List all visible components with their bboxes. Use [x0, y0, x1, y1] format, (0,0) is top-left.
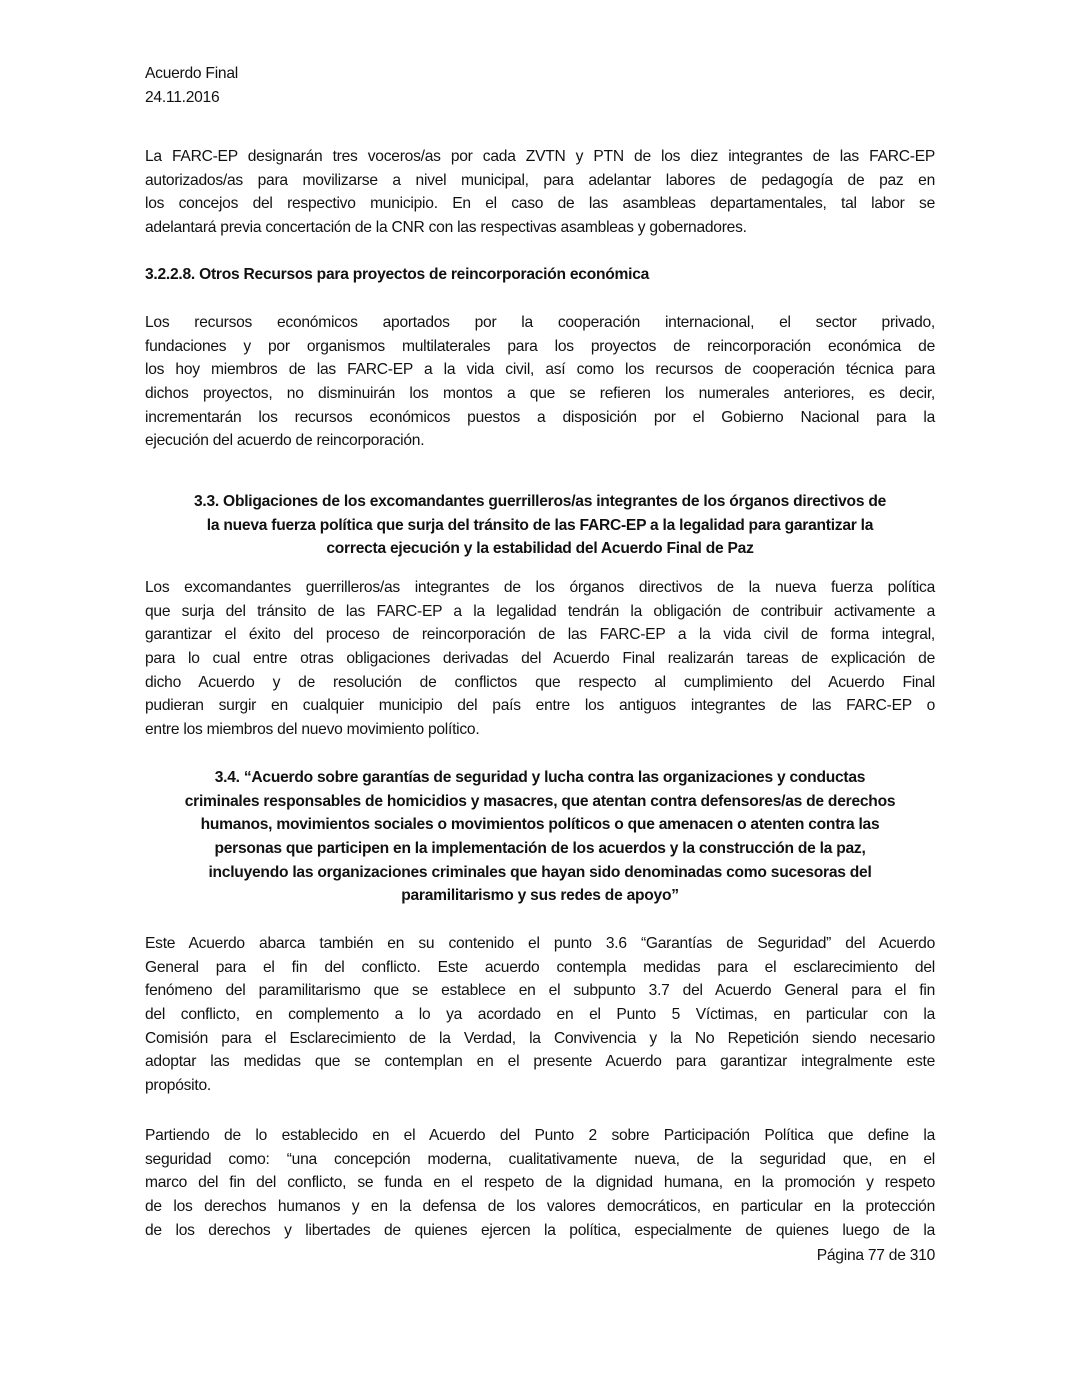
text-line: incrementarán los recursos económicos puestos a disposición por el Gobierno Nacional para la [145, 408, 935, 426]
text-line: Partiendo de lo establecido en el Acuerdo del Punto 2 sobre Participación Política que define la [145, 1127, 935, 1144]
paragraph-voceros [145, 145, 935, 240]
text-line: autorizados/as para movilizarse a nivel municipal, para adelantar labores de pedagogía de paz en [145, 171, 935, 189]
section-heading-3-4 [145, 766, 935, 908]
text-line: correcta ejecución y la estabilidad del Acuerdo Final de Paz [326, 540, 754, 558]
text-line: de los derechos humanos y en la defensa de los valores democráticos, en particular en la protección [145, 1198, 935, 1216]
paragraph-este-acuerdo [145, 932, 935, 1098]
text-line: La FARC-EP designarán tres voceros/as por cada ZVTN y PTN de los diez integrantes de las FARC-EP [145, 148, 935, 165]
text-line: criminales responsables de homicidios y masacres, que atentan contra defensores/as de derechos [184, 792, 896, 810]
paragraph-partiendo [145, 1124, 935, 1242]
text-line: General para el fin del conflicto. Este acuerdo contempla medidas para el esclarecimiento del [145, 958, 935, 976]
paragraph-otros-recursos [145, 311, 935, 453]
text-line: Este Acuerdo abarca también en su contenido el punto 3.6 “Garantías de Seguridad” del Acuerdo [145, 935, 935, 952]
text-line: que surja del tránsito de las FARC-EP a la legalidad tendrán la obligación de contribuir activamente a [145, 602, 935, 620]
text-line: marco del fin del conflicto, se funda en el respeto de la dignidad humana, en la promoción y respeto [145, 1174, 935, 1192]
text-line: Los excomandantes guerrilleros/as integrantes de los órganos directivos de la nueva fuerza política [145, 579, 935, 596]
text-line: del conflicto, en complemento a lo ya acordado en el Punto 5 Víctimas, en particular con la [145, 1006, 935, 1024]
header-title: Acuerdo Final [145, 65, 238, 82]
text-line: para lo cual entre otras obligaciones derivadas del Acuerdo Final realizarán tareas de explicación de [145, 650, 935, 668]
text-line: paramilitarismo y sus redes de apoyo” [401, 887, 679, 905]
text-line: pudieran surgir en cualquier municipio del país entre los antiguos integrantes de las FARC-EP o [145, 697, 935, 715]
text-line: la nueva fuerza política que surja del tránsito de las FARC-EP a la legalidad para garantizar la [206, 516, 874, 534]
text-line: 3.3. Obligaciones de los excomandantes guerrilleros/as integrantes de los órganos directivos de [193, 493, 887, 510]
text-line: dicho Acuerdo y de resolución de conflictos que respecto al cumplimiento del Acuerdo Final [145, 673, 935, 691]
text-line: adoptar las medidas que se contemplan en el presente Acuerdo para garantizar integralmente este [145, 1053, 935, 1071]
text-line: 3.4. “Acuerdo sobre garantías de seguridad y lucha contra las organizaciones y conductas [214, 769, 866, 786]
text-line: seguridad como: “una concepción moderna, cualitativamente nueva, de la seguridad que, en el [145, 1150, 935, 1168]
text-line: propósito. [145, 1077, 211, 1095]
text-line: ejecución del acuerdo de reincorporación. [145, 432, 425, 450]
text-line: los concejos del respectivo municipio. En el caso de las asambleas departamentales, tal labor se [145, 195, 935, 213]
text-line: de los derechos y libertades de quienes ejercen la política, especialmente de quienes luego de la [145, 1221, 935, 1239]
paragraph-obligaciones [145, 576, 935, 742]
section-heading-3-2-2-8 [145, 263, 935, 287]
text-line: adelantará previa concertación de la CNR con las respectivas asambleas y gobernadores. [145, 219, 747, 237]
text-line: incluyendo las organizaciones criminales que hayan sido denominadas como sucesoras del [208, 863, 872, 881]
text-line: humanos, movimientos sociales o movimientos políticos o que amenacen o atenten contra las [200, 816, 880, 834]
text-line: fenómeno del paramilitarismo que se establece en el subpunto 3.7 del Acuerdo General para el fin [145, 982, 935, 1000]
text-line: dichos proyectos, no disminuirán los montos a que se refieren los numerales anteriores, es decir, [145, 385, 935, 403]
text-line: entre los miembros del nuevo movimiento político. [145, 721, 480, 739]
text-line: fundaciones y por organismos multilaterales para los proyectos de reincorporación económica de [145, 337, 935, 355]
page-number: Página 77 de 310 [816, 1247, 935, 1264]
header-date: 24.11.2016 [145, 88, 220, 106]
text-line: 3.2.2.8. Otros Recursos para proyectos de reincorporación económica [145, 266, 650, 283]
text-line: Comisión para el Esclarecimiento de la Verdad, la Convivencia y la No Repetición siendo necesario [145, 1029, 935, 1047]
document-header [145, 62, 935, 109]
section-heading-3-3 [145, 490, 935, 561]
text-line: Los recursos económicos aportados por la cooperación internacional, el sector privado, [145, 314, 935, 331]
text-line: los hoy miembros de las FARC-EP a la vida civil, así como los recursos de cooperación técnica para [145, 361, 935, 379]
text-line: garantizar el éxito del proceso de reincorporación de las FARC-EP a la vida civil de forma integral, [145, 626, 935, 644]
text-line: personas que participen en la implementación de los acuerdos y la construcción de la paz, [214, 840, 866, 858]
